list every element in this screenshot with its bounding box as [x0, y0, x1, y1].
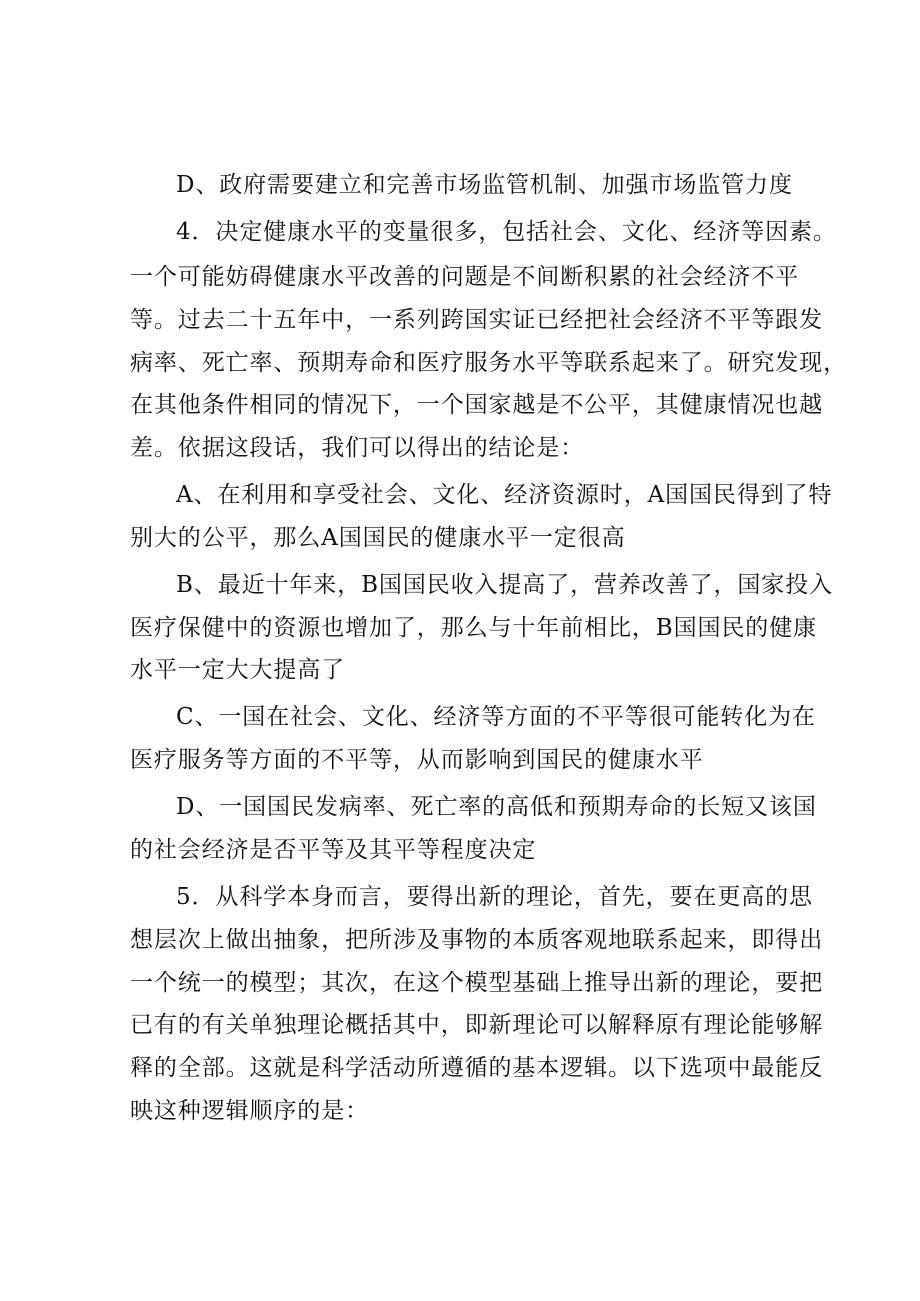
option-d-q3-line: D、政府需要建立和完善市场监管机制、加强市场监管力度: [176, 172, 793, 198]
question-5-line-3: 一个统一的模型；其次，在这个模型基础上推导出新的理论，要把: [130, 970, 824, 996]
option-a-line-1: A、在利用和享受社会、文化、经济资源时，A国国民得到了特: [176, 482, 833, 508]
question-4-line-6: 差。依据这段话，我们可以得出的结论是：: [130, 435, 585, 461]
question-4-line-2: 一个可能妨碍健康水平改善的问题是不间断积累的社会经济不平: [130, 264, 800, 290]
question-4-line-4: 病率、死亡率、预期寿命和医疗服务水平等联系起来了。研究发现，: [130, 350, 847, 376]
question-5-line-6: 映这种逻辑顺序的是：: [130, 1098, 369, 1124]
question-5-line-5: 释的全部。这就是科学活动所遵循的基本逻辑。以下选项中最能反: [130, 1055, 824, 1081]
option-b-line-1: B、最近十年来，B国国民收入提高了，营养改善了，国家投入: [176, 572, 834, 598]
question-5-line-1: 5．从科学本身而言，要得出新的理论，首先，要在更高的思: [176, 884, 813, 910]
question-5-line-2: 想层次上做出抽象，把所涉及事物的本质客观地联系起来，即得出: [130, 927, 824, 953]
option-a-line-2: 别大的公平，那么A国国民的健康水平一定很高: [130, 525, 626, 551]
question-4-line-1: 4．决定健康水平的变量很多，包括社会、文化、经济等因素。: [176, 219, 837, 245]
option-c-line-2: 医疗服务等方面的不平等，从而影响到国民的健康水平: [130, 747, 704, 773]
option-b-line-2: 医疗保健中的资源也增加了，那么与十年前相比，B国国民的健康: [130, 615, 818, 641]
option-d-line-2: 的社会经济是否平等及其平等程度决定: [130, 837, 537, 863]
option-d-line-1: D、一国国民发病率、死亡率的高低和预期寿命的长短又该国: [176, 794, 817, 820]
option-c-line-1: C、一国在社会、文化、经济等方面的不平等很可能转化为在: [176, 704, 816, 730]
option-b-line-3: 水平一定大大提高了: [130, 657, 346, 683]
question-4-line-3: 等。过去二十五年中，一系列跨国实证已经把社会经济不平等跟发: [130, 307, 824, 333]
question-4-line-5: 在其他条件相同的情况下，一个国家越是不公平，其健康情况也越: [130, 392, 824, 418]
question-5-line-4: 已有的有关单独理论概括其中，即新理论可以解释原有理论能够解: [130, 1012, 824, 1038]
